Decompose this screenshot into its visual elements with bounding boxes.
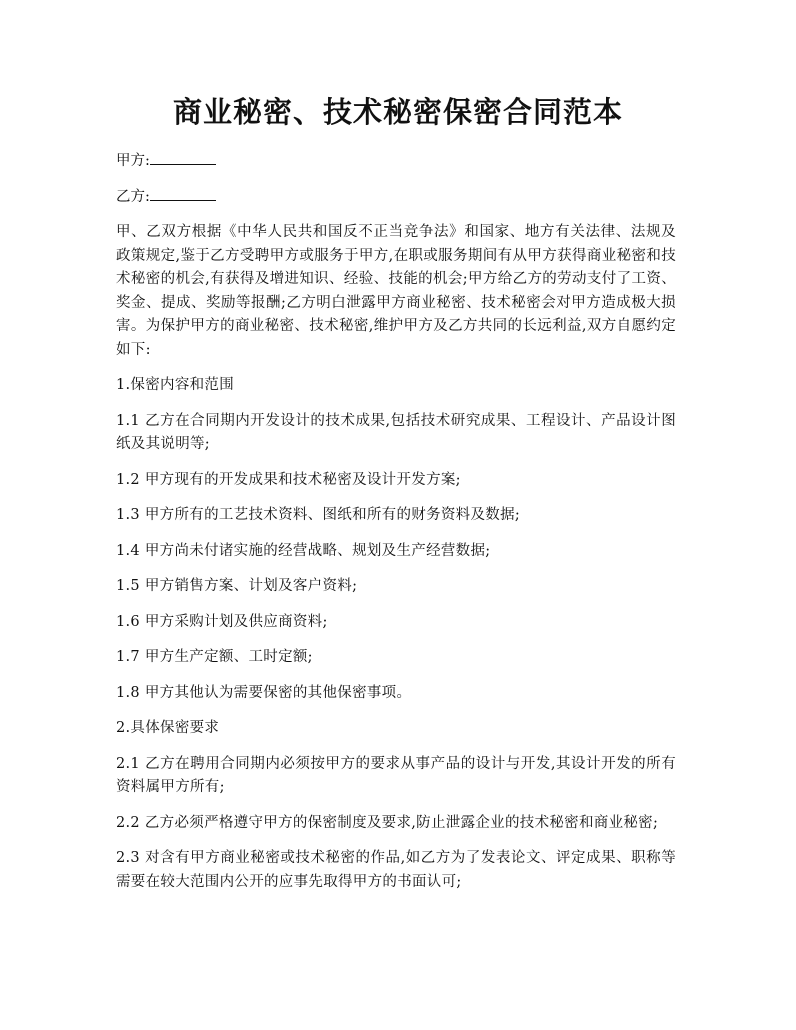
clause-2-3: 2.3 对含有甲方商业秘密或技术秘密的作品,如乙方为了发表论文、评定成果、职称等需要在较大范围内公开的应事先取得甲方的书面认可;	[116, 850, 676, 890]
party-b-label: 乙方:	[116, 188, 150, 205]
clause-1-6: 1.6 甲方采购计划及供应商资料;	[116, 613, 328, 630]
clause-2-1: 2.1 乙方在聘用合同期内必须按甲方的要求从事产品的设计与开发,其设计开发的所有资料属甲方所有;	[116, 755, 676, 795]
clause-1-8: 1.8 甲方其他认为需要保密的其他保密事项。	[116, 684, 412, 701]
document-title: 商业秘密、技术秘密保密合同范本	[172, 95, 623, 129]
clause-1-5: 1.5 甲方销售方案、计划及客户资料;	[116, 578, 358, 594]
clause-1-1: 1.1 乙方在合同期内开发设计的技术成果,包括技术研究成果、工程设计、产品设计图纸及其说明等;	[116, 412, 676, 452]
section-heading-2: 2.具体保密要求	[116, 720, 220, 736]
party-a-label: 甲方:	[116, 153, 150, 169]
document-body	[116, 150, 676, 906]
clause-1-7: 1.7 甲方生产定额、工时定额;	[116, 649, 313, 665]
clause-1-4: 1.4 甲方尚未付诸实施的经营战略、规划及生产经营数据;	[116, 542, 491, 559]
party-b-line	[116, 186, 676, 210]
party-a-line	[116, 150, 676, 174]
clause-1-2: 1.2 甲方现有的开发成果和技术秘密及设计开发方案;	[116, 471, 461, 488]
clause-2-2: 2.2 乙方必须严格遵守甲方的保密制度及要求,防止泄露企业的技术秘密和商业秘密;	[116, 814, 659, 831]
party-b-blank	[150, 186, 216, 201]
party-a-blank	[150, 150, 216, 165]
clause-1-3: 1.3 甲方所有的工艺技术资料、图纸和所有的财务资料及数据;	[116, 507, 521, 523]
preamble-paragraph: 甲、乙双方根据《中华人民共和国反不正当竞争法》和国家、地方有关法律、法规及政策规定,鉴于乙方受聘甲方或服务于甲方,在职或服务期间有从甲方获得商业秘密和技术秘密的机会,有获得及增进知识、经验、技能的机会;甲方给乙方的劳动支付了工资、奖金、提成、奖励等报酬;乙方明白泄露甲方商业秘密、技术秘密会对甲方造成极大损害。为保护甲方的商业秘密、技术秘密,维护甲方及乙方共同的长远利益,双方自愿约定如下:	[116, 224, 676, 358]
section-heading-1: 1.保密内容和范围	[116, 377, 235, 393]
